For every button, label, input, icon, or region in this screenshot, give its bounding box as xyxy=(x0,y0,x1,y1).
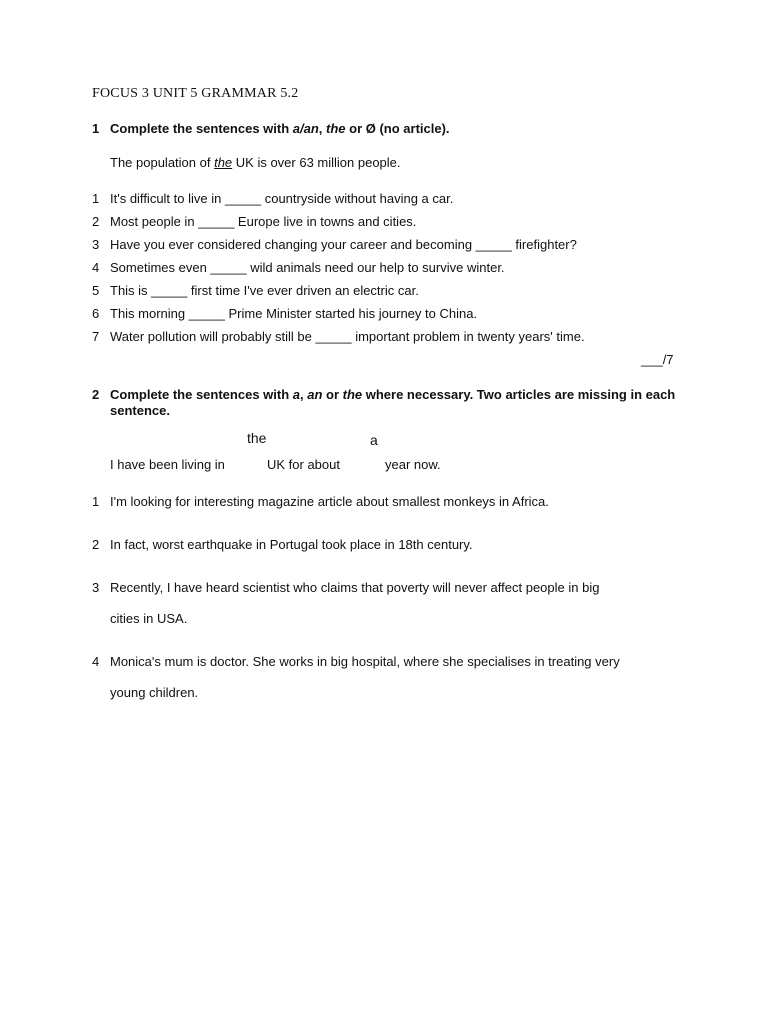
section-instruction: Complete the sentences with a/an, the or Ø (no article). xyxy=(110,121,450,136)
score-box: ___/7 xyxy=(641,352,674,367)
section-instruction: Complete the sentences with a, an or the where necessary. Two articles are missing in each sentence. xyxy=(110,387,676,418)
section-number: 1 xyxy=(92,121,100,136)
example-insert-the: the xyxy=(247,430,267,446)
worksheet-page: FOCUS 3 UNIT 5 GRAMMAR 5.2 1 Complete the sentences with a/an, the or Ø (no article). The population of the UK is over 63 million people. 1 It's difficult to live in _____ countryside without having a car. 2 Most people in _____ Europe live in towns and cities. 3 Have you ever considered changing your career and becoming _____ firefighter? 4 Sometimes even _____ wild animals need our help to survive winter. 5 This is _____ first time I've ever driven an electric car. 6 This morning _____ Prime Minister started his journey to China. 7 Water pollution will probably still be _____ important problem in twenty years' time. ___/7 2 Complete the sentences with a, an or the where necessary. Two articles are missing in each sentence. the a I have been living in UK for about year now. 1 I'm looking for interesting magazine article about smallest monkeys in Africa. 2 In fact, worst earthquake in Portugal took place in 18th century. 3 Recently, I have heard scientist who claims that poverty will never affect people in big cities in USA. 4 Monica's mum is doctor. She works in big hospital, where she specialises in treating very young children. xyxy=(0,0,768,1024)
section-number: 2 xyxy=(92,387,100,402)
example-part-1: I have been living in xyxy=(110,457,225,472)
example-answer: the xyxy=(214,155,233,170)
example-insert-a: a xyxy=(370,432,378,448)
example-part-2: UK for about xyxy=(267,457,340,472)
example-part-3: year now. xyxy=(385,457,441,472)
page-title: FOCUS 3 UNIT 5 GRAMMAR 5.2 xyxy=(92,86,299,101)
example-sentence: The population of the UK is over 63 million people. xyxy=(110,155,401,170)
